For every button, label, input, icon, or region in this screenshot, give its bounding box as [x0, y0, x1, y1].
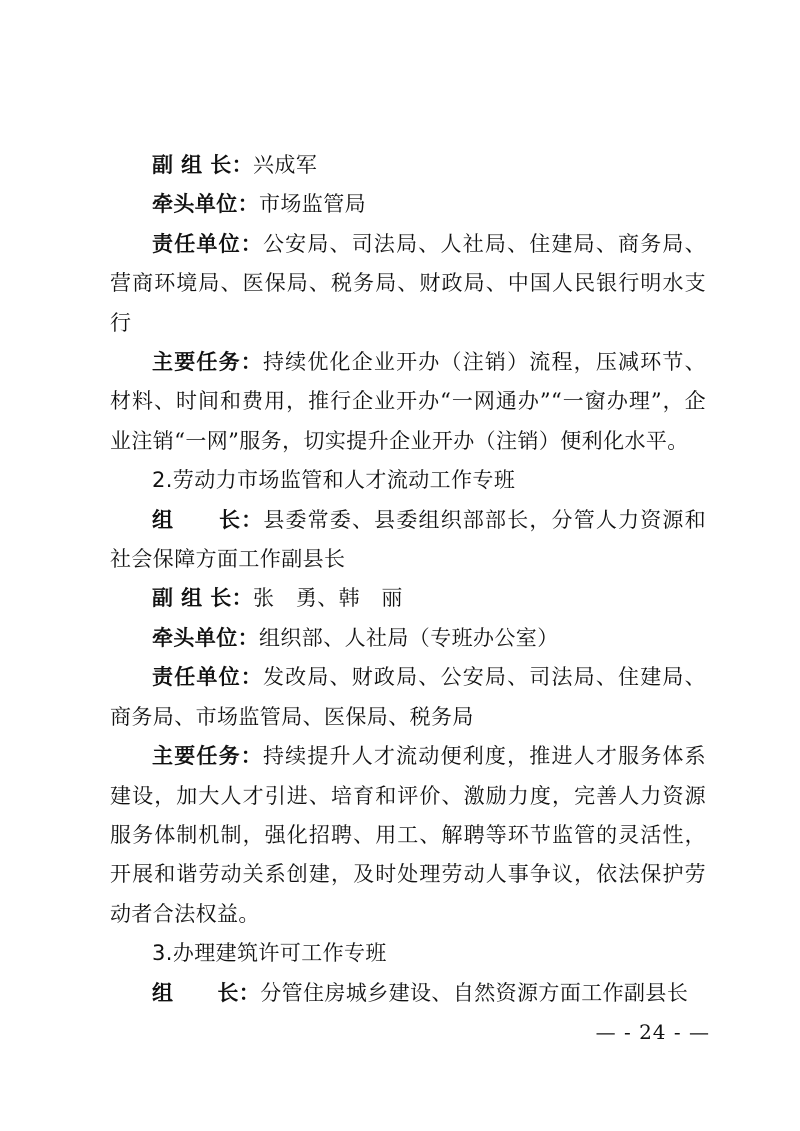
label: 主要任务： [152, 744, 263, 769]
label-b: 长： [217, 980, 261, 1005]
text: 组织部、人社局（专班办公室） [259, 625, 559, 650]
text: 公安局、司法局、人社局、住建局、商务局、营商环境局、医保局、税务局、财政局、中国人民银行明水支行 [110, 231, 707, 335]
label: 牵头单位： [152, 192, 259, 217]
text: 张 勇、韩 丽 [253, 586, 403, 611]
label: 副 组 长： [152, 586, 254, 611]
document-body [110, 146, 706, 1013]
label-b: 长： [218, 507, 264, 532]
label-a: 组 [152, 980, 174, 1005]
paragraph-responsible-units-2 [110, 658, 706, 737]
section-heading-2: 2.劳动力市场监管和人才流动工作专班 [152, 468, 516, 493]
label-a: 组 [152, 507, 175, 532]
paragraph-leader-3 [110, 974, 706, 1013]
label: 牵头单位： [152, 625, 259, 650]
label: 责任单位： [152, 231, 263, 256]
paragraph-main-tasks-1 [110, 343, 706, 461]
text: 县委常委、县委组织部部长，分管人力资源和社会保障方面工作副县长 [110, 507, 706, 572]
label: 责任单位： [152, 665, 263, 690]
text: 持续提升人才流动便利度，推进人才服务体系建设，加大人才引进、培育和评价、激励力度，完善人力资源服务体制机制，强化招聘、用工、解聘等环节监管的灵活性，开展和谐劳动关系创建，及时处理劳动人事争议，依法保护劳动者合法权益。 [110, 744, 707, 926]
page-number: — - 24 - — [595, 1020, 710, 1044]
paragraph-responsible-units-1 [110, 225, 706, 343]
text: 发改局、财政局、公安局、司法局、住建局、商务局、市场监管局、医保局、税务局 [110, 665, 707, 729]
paragraph-deputy-leader-2 [110, 579, 706, 618]
label: 副 组 长： [152, 153, 254, 177]
paragraph-leader-2 [110, 501, 706, 580]
text: 持续优化企业开办（注销）流程，压减环节、材料、时间和费用，推行企业开办“一网通办”“一窗办理”，企业注销“一网”服务，切实提升企业开办（注销）便利化水平。 [110, 350, 707, 453]
paragraph-lead-unit-1 [110, 185, 706, 224]
paragraph-lead-unit-2 [110, 619, 706, 658]
label: 主要任务： [152, 350, 263, 375]
text: 兴成军 [253, 153, 318, 177]
paragraph-deputy-leader-1 [110, 146, 706, 185]
paragraph-main-tasks-2 [110, 737, 706, 934]
text: 分管住房城乡建设、自然资源方面工作副县长 [260, 980, 689, 1005]
section-heading-3: 3.办理建筑许可工作专班 [152, 941, 387, 966]
text: 市场监管局 [259, 192, 366, 217]
